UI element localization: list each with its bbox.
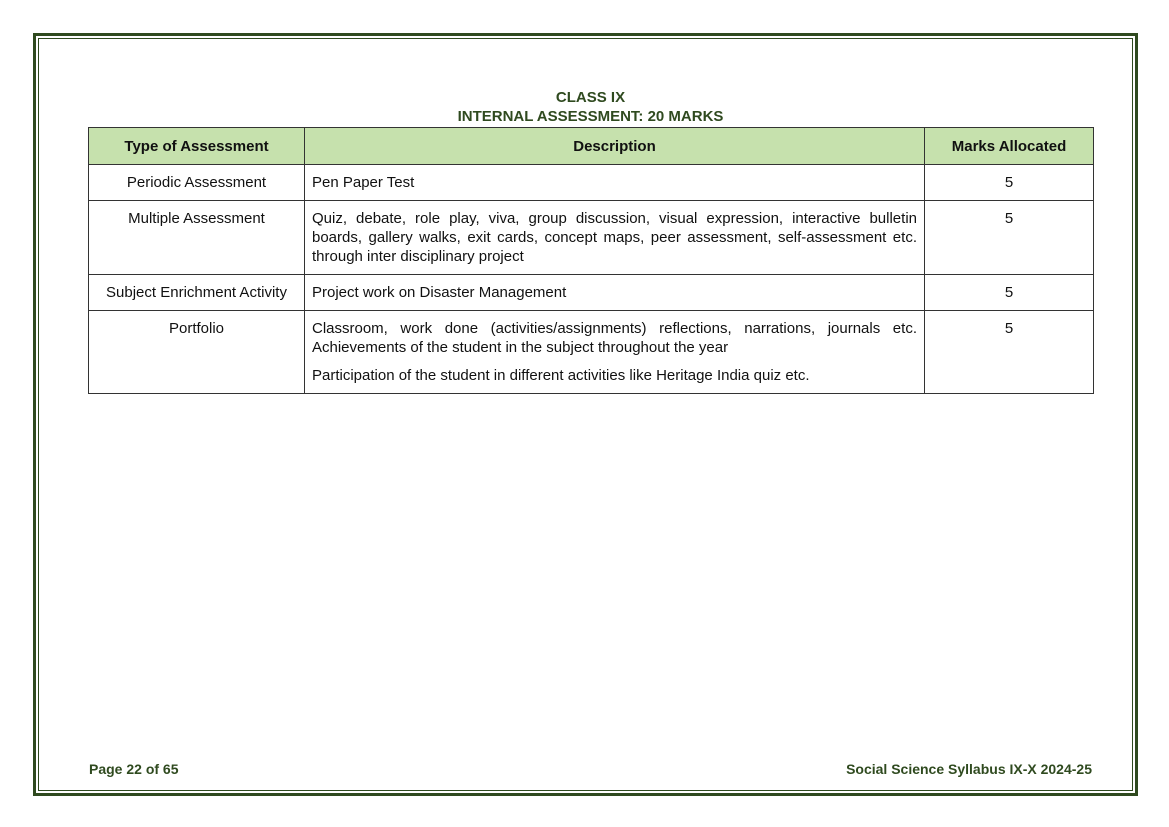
marks-cell: 5 bbox=[925, 165, 1094, 201]
column-header-type: Type of Assessment bbox=[89, 128, 305, 165]
column-header-marks: Marks Allocated bbox=[925, 128, 1094, 165]
assessment-type-cell: Multiple Assessment bbox=[89, 201, 305, 275]
table-row bbox=[89, 201, 1094, 275]
internal-assessment-table bbox=[88, 127, 1094, 394]
assessment-type-cell: Portfolio bbox=[89, 311, 305, 394]
class-heading: CLASS IX bbox=[555, 89, 626, 106]
document-title-footer: Social Science Syllabus IX-X 2024-25 bbox=[846, 761, 1092, 777]
description-cell bbox=[305, 311, 925, 394]
description-cell bbox=[305, 201, 925, 275]
table-row bbox=[89, 311, 1094, 394]
description-text: Participation of the student in different activities like Heritage India quiz etc. bbox=[312, 367, 810, 384]
marks-cell: 5 bbox=[925, 275, 1094, 311]
table-row bbox=[89, 165, 1094, 201]
description-cell bbox=[305, 275, 925, 311]
assessment-type-cell: Periodic Assessment bbox=[89, 165, 305, 201]
assessment-type-cell: Subject Enrichment Activity bbox=[89, 275, 305, 311]
table-header-row bbox=[89, 128, 1094, 165]
description-cell bbox=[305, 165, 925, 201]
table-row bbox=[89, 275, 1094, 311]
assessment-heading: INTERNAL ASSESSMENT: 20 MARKS bbox=[457, 108, 724, 125]
page-number: Page 22 of 65 bbox=[89, 761, 179, 777]
description-text: Classroom, work done (activities/assignments) reflections, narrations, journals etc. Achievements of the student in the subject throughout the year bbox=[312, 320, 917, 356]
marks-cell: 5 bbox=[925, 311, 1094, 394]
description-text: Project work on Disaster Management bbox=[312, 284, 567, 301]
description-text: Pen Paper Test bbox=[312, 174, 415, 191]
column-header-description: Description bbox=[305, 128, 925, 165]
description-text: Quiz, debate, role play, viva, group discussion, visual expression, interactive bulletin boards, gallery walks, exit cards, concept maps, peer assessment, self-assessment etc. through inter disciplinary project bbox=[312, 210, 917, 265]
marks-cell: 5 bbox=[925, 201, 1094, 275]
